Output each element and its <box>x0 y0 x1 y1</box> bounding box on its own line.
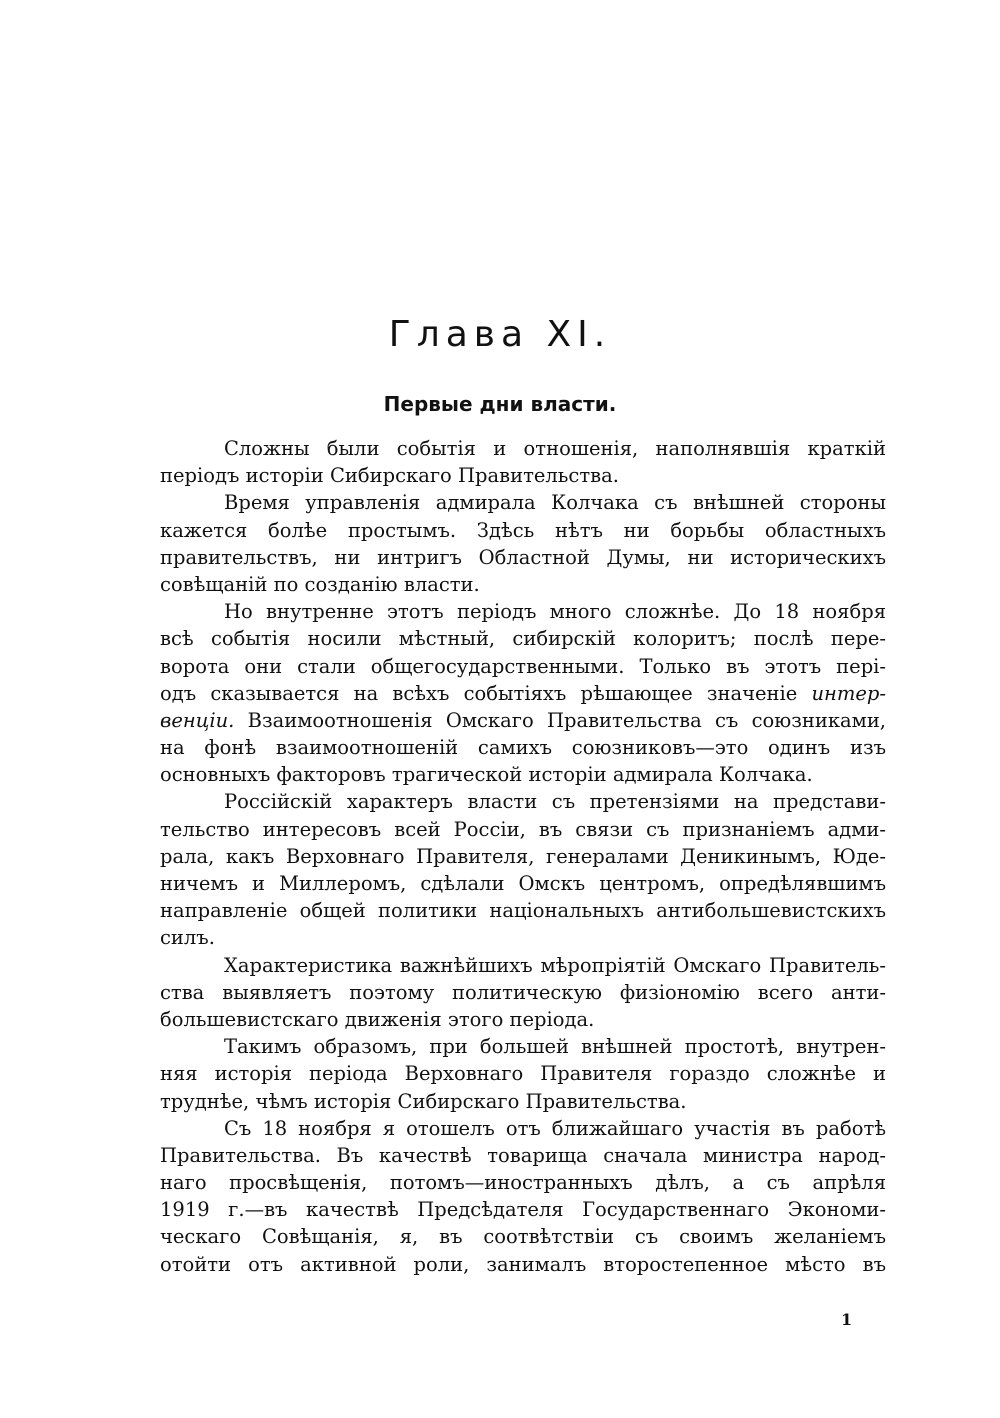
text-line: Съ 18 ноября я отошелъ отъ ближайшаго участія въ работѣ <box>224 1116 886 1140</box>
text-segment: одъ сказывается на всѣхъ событіяхъ рѣшающее значеніе <box>160 681 798 705</box>
text-line: наго просвѣщенія, потомъ—иностранныхъ дѣлъ, а съ апрѣля <box>160 1171 886 1195</box>
text-line: Россійскій характеръ власти съ претензіями на представи- <box>224 790 886 814</box>
text-line: Такимъ образомъ, при большей внѣшней простотѣ, внутрен- <box>224 1035 886 1059</box>
text-line: силъ. <box>160 926 215 950</box>
text-line: тельство интересовъ всей Россіи, въ связи съ признаніемъ адми- <box>160 817 886 841</box>
text-line: труднѣе, чѣмъ исторія Сибирскаго Правительства. <box>160 1089 687 1113</box>
chapter-subtitle: Первые дни власти. <box>383 392 617 416</box>
text-line: всѣ событія носили мѣстный, сибирскій колоритъ; послѣ пере- <box>160 627 886 651</box>
text-line: рала, какъ Верховнаго Правителя, генералами Деникинымъ, Юде- <box>160 844 886 868</box>
text-line: совѣщаній по созданію власти. <box>160 572 480 596</box>
text-line: ничемъ и Миллеромъ, сдѣлали Омскъ центромъ, опредѣлявшимъ <box>160 872 886 895</box>
text-line: на фонѣ взаимоотношеній самихъ союзниковъ—это одинъ изъ <box>160 736 886 760</box>
signature-mark: 1 <box>841 1310 853 1329</box>
text-line: Характеристика важнѣйшихъ мѣропріятій Омскаго Правитель- <box>224 953 886 977</box>
text-line: Но внутренне этотъ періодъ много сложнѣе. До 18 ноября <box>224 600 886 624</box>
text-line: Время управленія адмирала Колчака съ внѣшней стороны <box>224 491 886 515</box>
emphasis-text: венціи. <box>160 708 235 732</box>
text-segment: Взаимоотношенія Омскаго Правительства съ союзниками, <box>247 708 887 732</box>
text-line: ворота они стали общегосударственными. Только въ этотъ пері- <box>160 654 886 678</box>
text-line: ческаго Совѣщанія, я, въ соотвѣтствіи съ своимъ желаніемъ <box>160 1225 886 1249</box>
text-line-with-emphasis <box>160 707 886 734</box>
text-line: направленіе общей политики національныхъ антибольшевистскихъ <box>160 899 886 923</box>
text-line: большевистскаго движенія этого періода. <box>160 1007 595 1031</box>
text-line: основныхъ факторовъ трагической исторіи адмирала Колчака. <box>160 763 813 787</box>
text-line-with-emphasis <box>160 680 886 707</box>
text-line: няя исторія періода Верховнаго Правителя гораздо сложнѣе и <box>160 1062 886 1086</box>
text-line: періодъ исторіи Сибирскаго Правительства. <box>160 464 619 488</box>
text-line: ства выявляетъ поэтому политическую физіономію всего анти- <box>160 980 886 1004</box>
text-line: Правительства. Въ качествѣ товарища сначала министра народ- <box>160 1143 886 1167</box>
text-line: Сложны были событія и отношенія, наполнявшія краткій <box>224 437 886 460</box>
chapter-text <box>160 435 886 1278</box>
text-line: 1919 г.—въ качествѣ Предсѣдателя Государственнаго Экономи- <box>160 1198 886 1222</box>
text-line: отойти отъ активной роли, занималъ второстепенное мѣсто въ <box>160 1252 886 1276</box>
emphasis-text: интер- <box>811 681 886 705</box>
chapter-title: Глава XI. <box>388 314 612 355</box>
text-line: кажется болѣе простымъ. Здѣсь нѣтъ ни борьбы областныхъ <box>160 518 886 542</box>
text-line: правительствъ, ни интригъ Областной Думы, ни историческихъ <box>160 545 886 569</box>
